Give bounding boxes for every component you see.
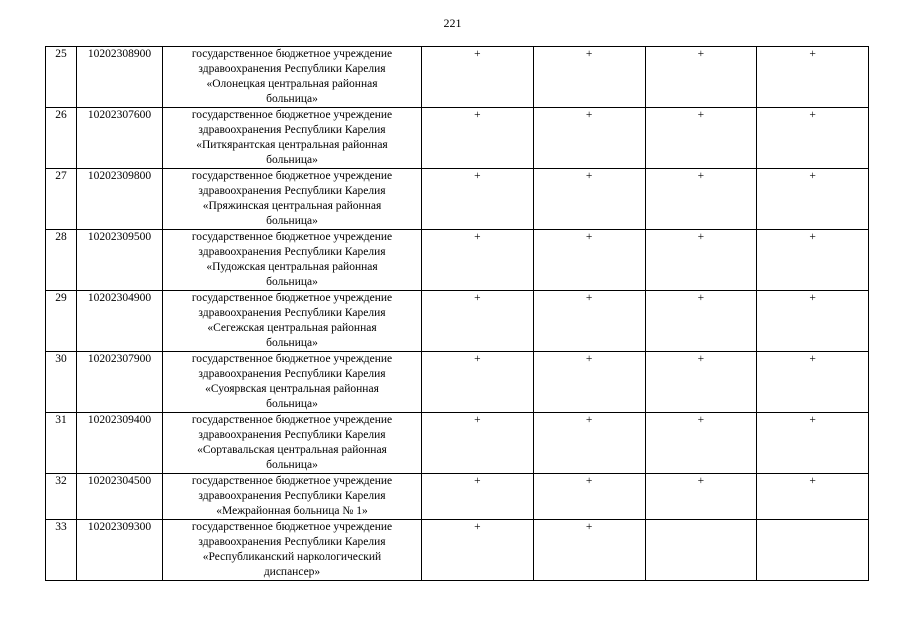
mark-cell xyxy=(757,520,869,581)
name-line: здравоохранения Республики Карелия xyxy=(198,368,386,380)
table-row xyxy=(46,169,869,230)
row-number: 25 xyxy=(46,47,77,108)
row-number: 28 xyxy=(46,230,77,291)
name-line: государственное бюджетное учреждение xyxy=(191,414,393,426)
table-row xyxy=(46,520,869,581)
mark-cell: + xyxy=(757,47,869,108)
name-line: здравоохранения Республики Карелия xyxy=(198,490,386,502)
row-number: 30 xyxy=(46,352,77,413)
institution-code: 10202309800 xyxy=(77,169,163,230)
mark-cell: + xyxy=(533,520,645,581)
mark-cell: + xyxy=(645,47,757,108)
mark-cell: + xyxy=(645,169,757,230)
institution-name xyxy=(163,169,422,230)
mark-cell: + xyxy=(533,352,645,413)
name-line: здравоохранения Республики Карелия xyxy=(198,63,386,75)
mark-cell: + xyxy=(757,230,869,291)
mark-cell: + xyxy=(757,413,869,474)
mark-cell: + xyxy=(422,413,534,474)
row-number: 33 xyxy=(46,520,77,581)
name-line: государственное бюджетное учреждение xyxy=(191,475,393,487)
mark-cell: + xyxy=(645,108,757,169)
table-row xyxy=(46,291,869,352)
institution-code: 10202304500 xyxy=(77,474,163,520)
name-line: «Республиканский наркологический xyxy=(202,551,382,563)
mark-cell: + xyxy=(422,474,534,520)
mark-cell: + xyxy=(533,230,645,291)
row-number: 31 xyxy=(46,413,77,474)
name-line: государственное бюджетное учреждение xyxy=(191,521,393,533)
institution-name xyxy=(163,291,422,352)
institution-name xyxy=(163,413,422,474)
name-line: здравоохранения Республики Карелия xyxy=(198,307,386,319)
mark-cell: + xyxy=(422,169,534,230)
name-line: государственное бюджетное учреждение xyxy=(191,292,393,304)
name-line: здравоохранения Республики Карелия xyxy=(198,185,386,197)
name-line: «Питкярантская центральная районная xyxy=(196,139,388,151)
institution-name xyxy=(163,47,422,108)
mark-cell: + xyxy=(533,169,645,230)
institutions-table xyxy=(45,46,869,581)
name-line: больница» xyxy=(266,154,318,166)
mark-cell: + xyxy=(533,291,645,352)
mark-cell: + xyxy=(533,413,645,474)
institution-code: 10202308900 xyxy=(77,47,163,108)
mark-cell: + xyxy=(757,169,869,230)
row-number: 27 xyxy=(46,169,77,230)
mark-cell: + xyxy=(645,352,757,413)
mark-cell: + xyxy=(645,230,757,291)
table-row xyxy=(46,413,869,474)
institution-code: 10202307900 xyxy=(77,352,163,413)
table-row xyxy=(46,47,869,108)
institution-name xyxy=(163,474,422,520)
mark-cell: + xyxy=(645,413,757,474)
name-line: «Суоярвская центральная районная xyxy=(205,383,379,395)
mark-cell xyxy=(645,520,757,581)
name-line: больница» xyxy=(266,459,318,471)
mark-cell: + xyxy=(533,108,645,169)
institution-code: 10202307600 xyxy=(77,108,163,169)
name-line: больница» xyxy=(266,337,318,349)
institution-name xyxy=(163,108,422,169)
table-row xyxy=(46,108,869,169)
mark-cell: + xyxy=(422,230,534,291)
mark-cell: + xyxy=(533,47,645,108)
mark-cell: + xyxy=(422,291,534,352)
mark-cell: + xyxy=(757,108,869,169)
name-line: «Олонецкая центральная районная xyxy=(206,78,378,90)
name-line: государственное бюджетное учреждение xyxy=(191,170,393,182)
row-number: 32 xyxy=(46,474,77,520)
mark-cell: + xyxy=(422,108,534,169)
table-row xyxy=(46,352,869,413)
name-line: здравоохранения Республики Карелия xyxy=(198,429,386,441)
institution-code: 10202309400 xyxy=(77,413,163,474)
institution-name xyxy=(163,230,422,291)
row-number: 29 xyxy=(46,291,77,352)
mark-cell: + xyxy=(422,47,534,108)
mark-cell: + xyxy=(757,474,869,520)
name-line: государственное бюджетное учреждение xyxy=(191,109,393,121)
name-line: «Сегежская центральная районная xyxy=(207,322,377,334)
mark-cell: + xyxy=(645,474,757,520)
name-line: «Сортавальская центральная районная xyxy=(197,444,387,456)
mark-cell: + xyxy=(422,352,534,413)
institution-code: 10202309500 xyxy=(77,230,163,291)
name-line: государственное бюджетное учреждение xyxy=(191,231,393,243)
name-line: здравоохранения Республики Карелия xyxy=(198,124,386,136)
name-line: «Пудожская центральная районная xyxy=(206,261,378,273)
name-line: больница» xyxy=(266,93,318,105)
name-line: «Пряжинская центральная районная xyxy=(202,200,382,212)
name-line: диспансер» xyxy=(263,566,321,578)
mark-cell: + xyxy=(533,474,645,520)
mark-cell: + xyxy=(757,352,869,413)
name-line: государственное бюджетное учреждение xyxy=(191,48,393,60)
name-line: больница» xyxy=(266,398,318,410)
name-line: здравоохранения Республики Карелия xyxy=(198,246,386,258)
table-row xyxy=(46,474,869,520)
name-line: государственное бюджетное учреждение xyxy=(191,353,393,365)
institution-code: 10202309300 xyxy=(77,520,163,581)
name-line: «Межрайонная больница № 1» xyxy=(216,505,368,517)
name-line: здравоохранения Республики Карелия xyxy=(198,536,386,548)
institution-name xyxy=(163,352,422,413)
row-number: 26 xyxy=(46,108,77,169)
mark-cell: + xyxy=(645,291,757,352)
name-line: больница» xyxy=(266,276,318,288)
name-line: больница» xyxy=(266,215,318,227)
mark-cell: + xyxy=(422,520,534,581)
institution-code: 10202304900 xyxy=(77,291,163,352)
mark-cell: + xyxy=(757,291,869,352)
institution-name xyxy=(163,520,422,581)
page-number: 221 xyxy=(443,16,462,30)
table-row xyxy=(46,230,869,291)
